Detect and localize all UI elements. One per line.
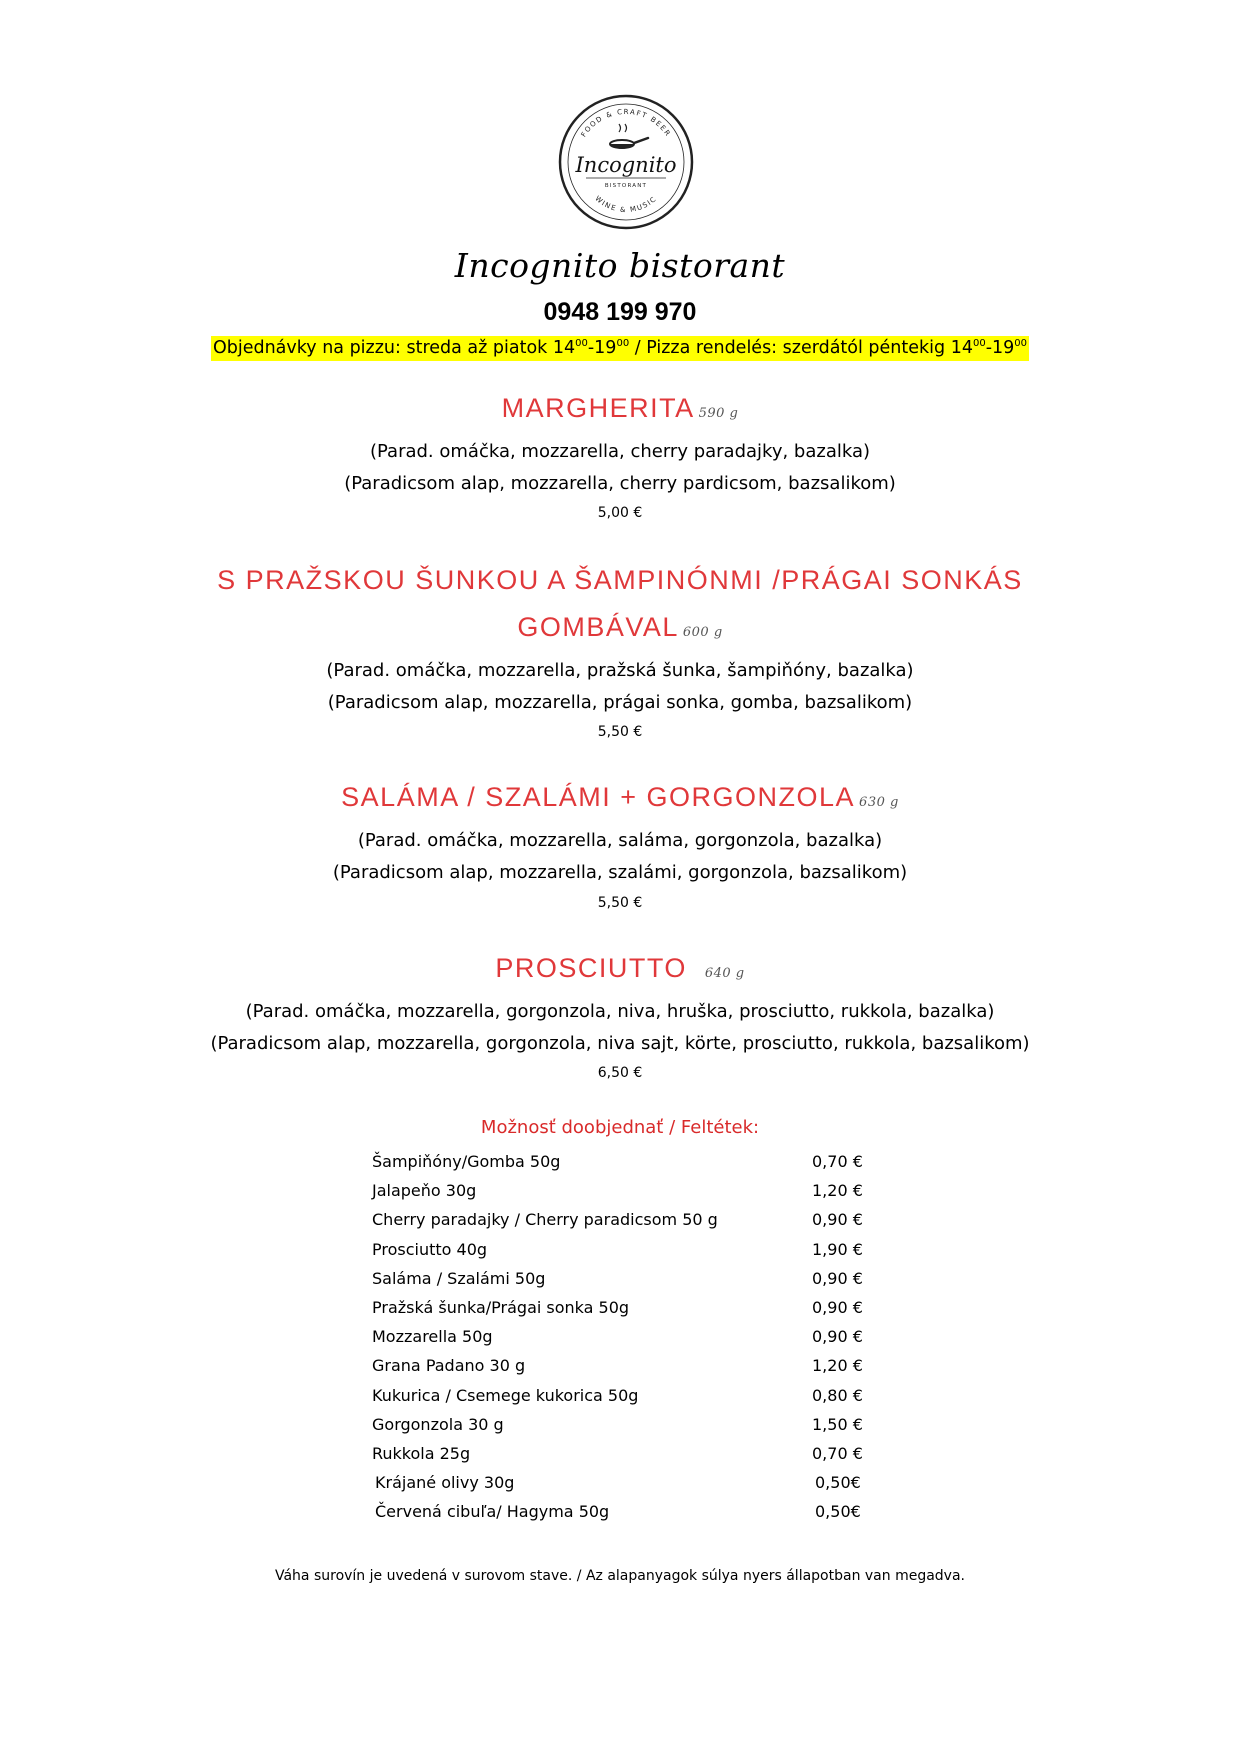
order-hours-banner [0, 336, 1240, 361]
extra-item-price: 1,90 € [812, 1239, 863, 1259]
extra-item [372, 1181, 882, 1210]
pizza-description-sk: (Parad. omáčka, mozzarella, pražská šunka, šampiňóny, bazalka) [326, 660, 914, 681]
logo-graphic [556, 92, 696, 232]
extra-item-name: Červená cibuľa/ Hagyma 50g [375, 1502, 610, 1522]
pizza-description-sk: (Parad. omáčka, mozzarella, saláma, gorgonzola, bazalka) [357, 830, 883, 851]
extra-item [372, 1327, 882, 1356]
extra-item-price: 0,70 € [812, 1152, 863, 1171]
extra-item-name: Saláma / Szalámi 50g [372, 1268, 546, 1288]
extra-item-price: 1,20 € [812, 1356, 863, 1376]
frying-pan-icon [610, 124, 648, 149]
extra-item-price: 0,90 € [812, 1210, 863, 1230]
extras-list [372, 1152, 882, 1531]
extra-item-price: 0,90 € [812, 1297, 863, 1317]
pizza-price: 5,50 € [597, 895, 643, 911]
extra-item-price: 1,50 € [812, 1414, 863, 1434]
extra-item [372, 1444, 882, 1473]
extra-item-name: Šampiňóny/Gomba 50g [372, 1152, 561, 1171]
extra-item [372, 1210, 882, 1239]
extra-item-name: Grana Padano 30 g [372, 1356, 526, 1376]
svg-text:FOOD & CRAFT BEER: FOOD & CRAFT BEER [579, 107, 673, 139]
restaurant-title: Incognito bistorant [454, 246, 786, 285]
pizza-price: 6,50 € [597, 1065, 643, 1081]
extra-item-name: Mozzarella 50g [372, 1327, 493, 1347]
extra-item-price: 1,20 € [812, 1181, 863, 1201]
extra-item-name: Jalapeňo 30g [372, 1181, 477, 1201]
extra-item-name: Cherry paradajky / Cherry paradicsom 50 g [372, 1210, 718, 1230]
pizza-name-prosciutto: PROSCIUTTO 640 g [495, 953, 745, 983]
pizza-description-hu: (Paradicsom alap, mozzarella, szalámi, gorgonzola, bazsalikom) [332, 862, 908, 883]
extra-item [372, 1415, 882, 1444]
extra-item-name: Prosciutto 40g [372, 1239, 488, 1259]
extra-item [372, 1356, 882, 1385]
extra-item-name: Pražská šunka/Prágai sonka 50g [372, 1297, 630, 1317]
extras-title: Možnosť doobjednať / Feltétek: [480, 1117, 760, 1138]
extra-item [372, 1152, 882, 1181]
pizza-price: 5,00 € [597, 505, 643, 521]
extra-item-price: 0,90 € [812, 1268, 863, 1288]
extra-item-price: 0,80 € [812, 1385, 863, 1405]
pizza-name-praska-sunka: S PRAŽSKOU ŠUNKOU A ŠAMPINÓNMI /PRÁGAI SONKÁS [217, 565, 1023, 595]
pizza-description-sk: (Parad. omáčka, mozzarella, gorgonzola, niva, hruška, prosciutto, rukkola, bazalka) [245, 1001, 995, 1022]
pizza-description-hu: (Paradicsom alap, mozzarella, cherry pardicsom, bazsalikom) [344, 473, 896, 494]
extra-item-price: 0,70 € [812, 1443, 863, 1463]
extra-item-price: 0,90 € [812, 1327, 863, 1347]
restaurant-logo [556, 92, 696, 232]
extra-item [372, 1386, 882, 1415]
extra-item-name: Rukkola 25g [372, 1443, 471, 1463]
pizza-price: 5,50 € [597, 724, 643, 740]
extra-item-price: 0,50€ [815, 1502, 861, 1522]
phone-number: 0948 199 970 [543, 298, 697, 326]
extra-item-price: 0,50€ [815, 1473, 861, 1493]
pizza-description-sk: (Parad. omáčka, mozzarella, cherry paradajky, bazalka) [369, 441, 871, 462]
extra-item [372, 1240, 882, 1269]
extra-item [372, 1269, 882, 1298]
extra-item [372, 1473, 882, 1502]
pizza-name-margherita: MARGHERITA 590 g [501, 393, 739, 423]
pizza-name-salama-gorgonzola: SALÁMA / SZALÁMI + GORGONZOLA 630 g [341, 782, 899, 812]
extra-item-name: Krájané olivy 30g [375, 1473, 515, 1493]
svg-text:WINE & MUSIC: WINE & MUSIC [593, 194, 659, 215]
weight-footnote: Váha surovín je uvedená v surovom stave. / Az alapanyagok súlya nyers állapotban van megadva. [274, 1568, 965, 1584]
svg-text:Incognito: Incognito [575, 153, 677, 177]
extra-item-name: Gorgonzola 30 g [372, 1414, 504, 1434]
svg-text:BISTORANT: BISTORANT [604, 183, 648, 189]
pizza-description-hu: (Paradicsom alap, mozzarella, gorgonzola, niva sajt, körte, prosciutto, rukkola, bazsalikom) [210, 1033, 1030, 1054]
pizza-name-praska-sunka-line2: GOMBÁVAL 600 g [517, 612, 723, 642]
order-hours-text: Objednávky na pizzu: streda až piatok $14^{00}-19^{00}$ / Pizza rendelés: szerdától péntekig $14^{00}-19^{00}$ [211, 336, 1029, 361]
extra-item-name: Kukurica / Csemege kukorica 50g [372, 1385, 639, 1405]
extra-item [372, 1502, 882, 1531]
extra-item [372, 1298, 882, 1327]
pizza-description-hu: (Paradicsom alap, mozzarella, prágai sonka, gomba, bazsalikom) [327, 692, 913, 713]
